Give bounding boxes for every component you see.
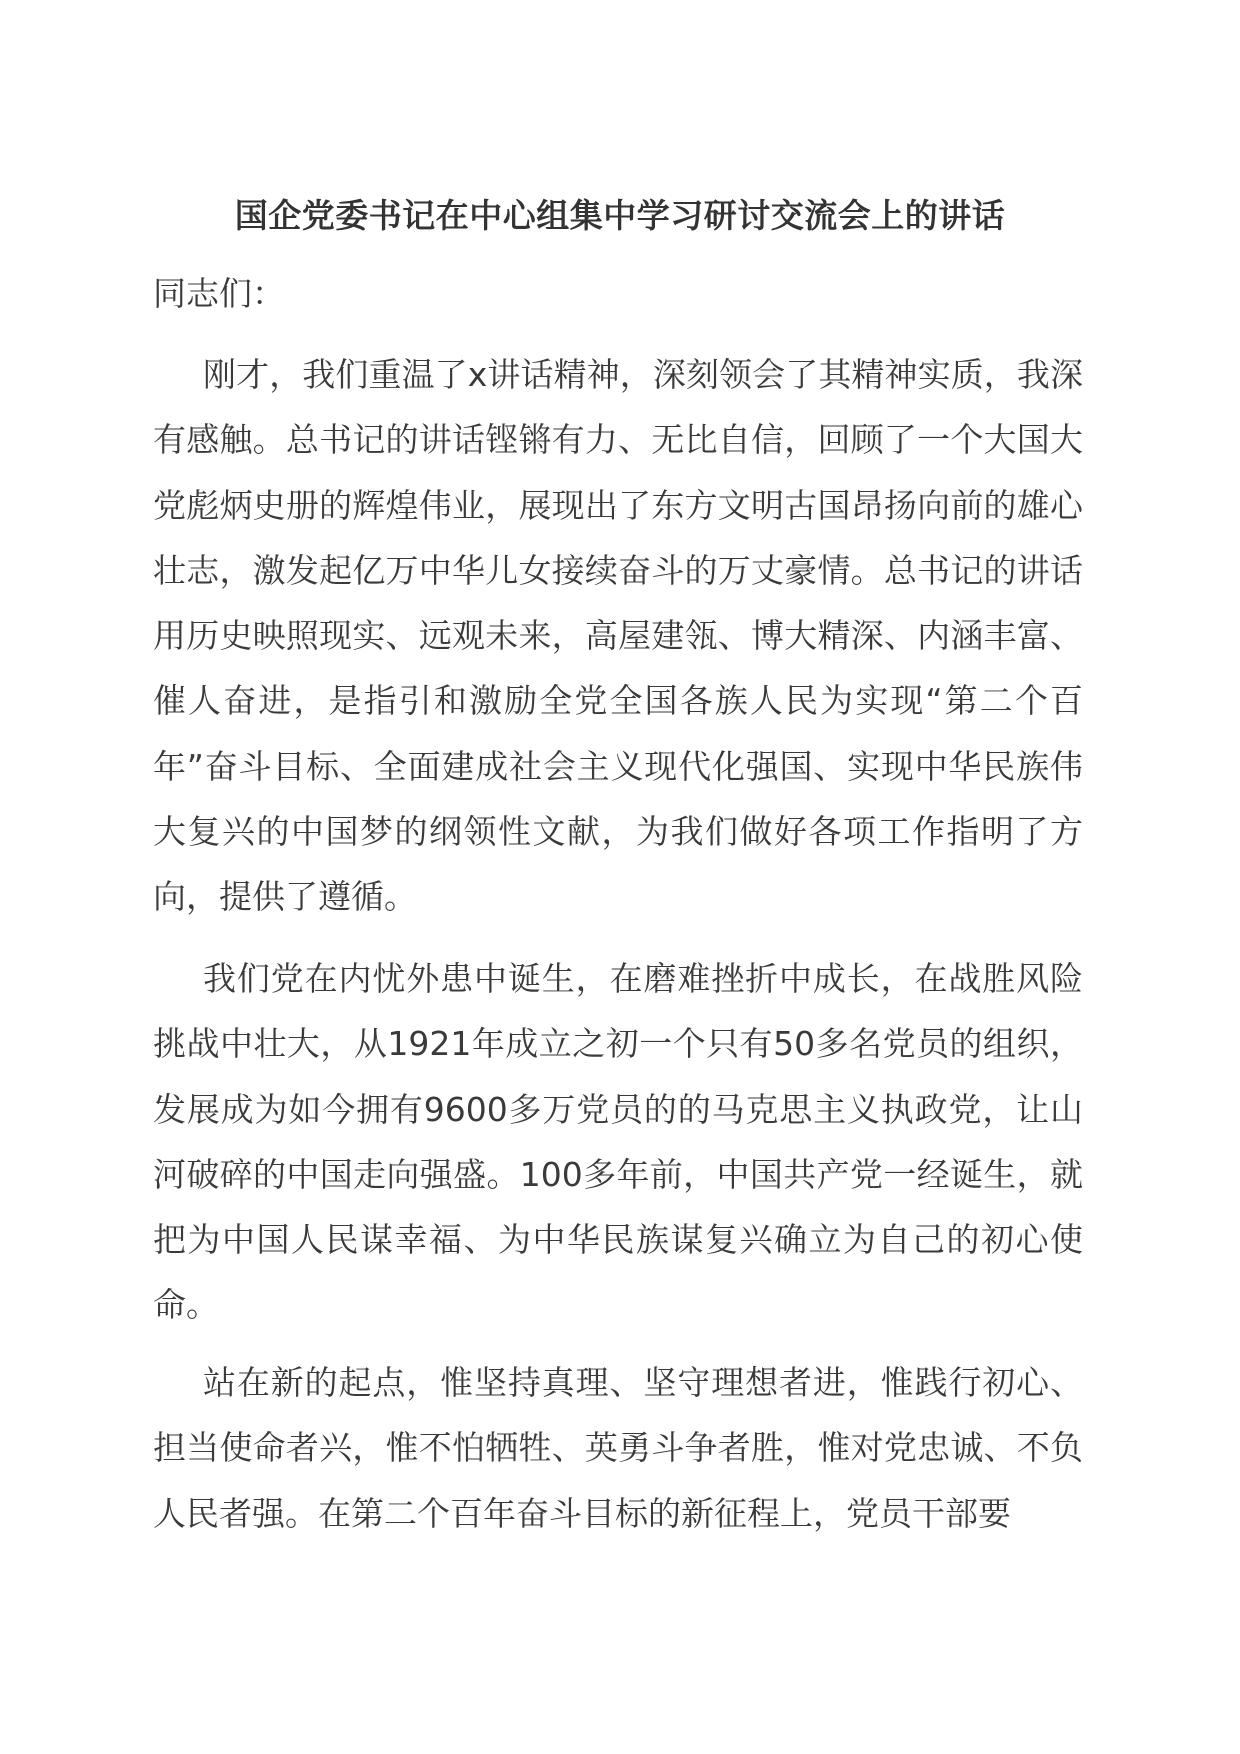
paragraph: 站在新的起点，惟坚持真理、坚守理想者进，惟践行初心、担当使命者兴，惟不怕牺牲、英勇斗争者胜，惟对党忠诚、不负人民者强。在第二个百年奋斗目标的新征程上，党员干部要 xyxy=(153,1363,1083,1533)
document-title: 国企党委书记在中心组集中学习研讨交流会上的讲话 xyxy=(234,196,1006,235)
paragraph: 我们党在内忧外患中诞生，在磨难挫折中成长，在战胜风险挑战中壮大，从1921年成立之初一个只有50多名党员的组织，发展成为如今拥有9600多万党员的的马克思主义执政党，让山河破碎的中国走向强盛。100多年前，中国共产党一经诞生，就把为中国人民谋幸福、为中华民族谋复兴确立为自己的初心使命。 xyxy=(153,959,1083,1325)
paragraph: 刚才，我们重温了x讲话精神，深刻领会了其精神实质，我深有感触。总书记的讲话铿锵有力、无比自信，回顾了一个大国大党彪炳史册的辉煌伟业，展现出了东方文明古国昂扬向前的雄心壮志，激发起亿万中华儿女接续奋斗的万丈豪情。总书记的讲话用历史映照现实、远观未来，高屋建瓴、博大精深、内涵丰富、催人奋进，是指引和激励全党全国各族人民为实现“第二个百年”奋斗目标、全面建成社会主义现代化强国、实现中华民族伟大复兴的中国梦的纲领性文献，为我们做好各项工作指明了方向，提供了遵循。 xyxy=(153,355,1083,917)
salutation: 同志们： xyxy=(153,274,285,313)
